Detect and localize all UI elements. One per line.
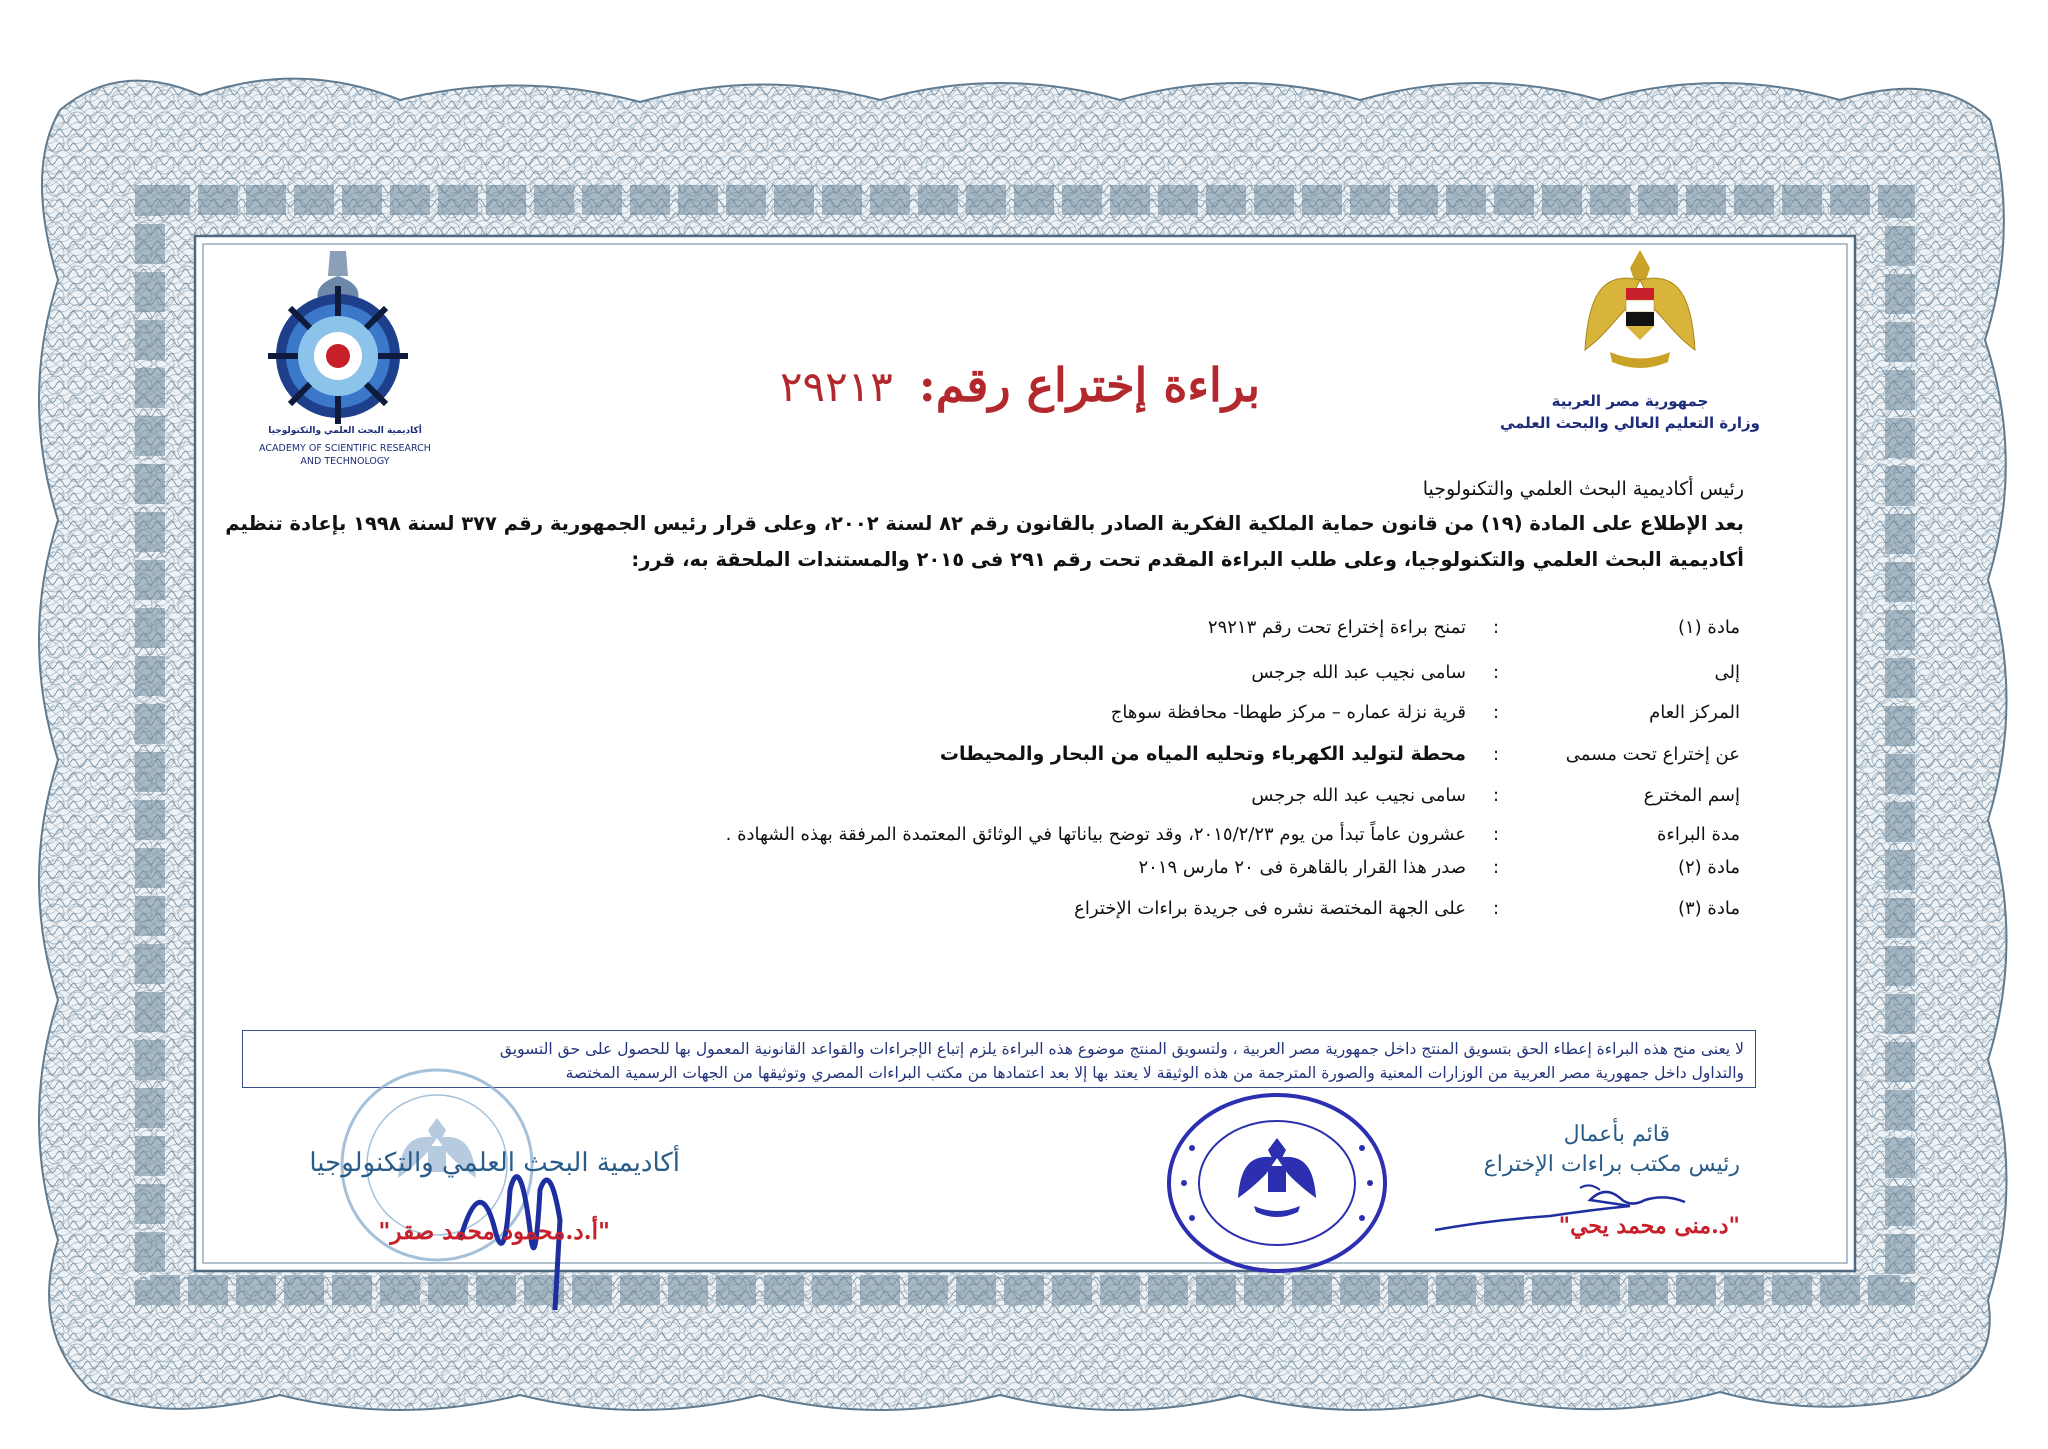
preamble-line-2: بعد الإطلاع على المادة (١٩) من قانون حماية الملكية الفكرية الصادر بالقانون رقم ٨٢ لسنة ٢٠٠٢، وعلى قرار رئيس الجمهورية رقم ٣٧٧ لسنة ١٩٩٨ بإعادة تنظيم — [225, 512, 1744, 535]
row-label: مدة البراءة — [1657, 824, 1740, 845]
disclaimer-line-2: والتداول داخل جمهورية مصر العربية من الوزارات المعنية والصورة المترجمة من هذه الوثيقة لا يعتد بها إلا بعد اعتمادها من مكتب البراءات المصري وتوثيقها من الجهات الرسمية المختصة — [565, 1064, 1744, 1082]
row-value: محطة لتوليد الكهرباء وتحليه المياه من البحار والمحيطات — [939, 743, 1466, 765]
row-colon: : — [1492, 898, 1500, 919]
row-label: مادة (١) — [1677, 617, 1740, 638]
signatory-right-name: "د.منى محمد يحي" — [1558, 1213, 1740, 1239]
academy-caption-english-2: AND TECHNOLOGY — [300, 456, 390, 466]
row-colon: : — [1492, 744, 1500, 765]
disclaimer-line-1: لا يعنى منح هذه البراءة إعطاء الحق بتسويق المنتج داخل جمهورية مصر العربية ، ولتسويق المنتج موضوع هذه البراءة يلزم إتباع الإجراءات والقواعد القانونية المعمول بها للحصول على حق التسويق — [499, 1040, 1744, 1058]
row-colon: : — [1492, 617, 1500, 638]
row-value: قرية نزلة عماره – مركز طهطا- محافظة سوهاج — [1110, 702, 1466, 723]
signatory-left-title: أكاديمية البحث العلمي والتكنولوجيا — [309, 1148, 680, 1178]
signatory-right-title-1: قائم بأعمال — [1563, 1122, 1670, 1147]
egypt-caption-republic: جمهورية مصر العربية — [1551, 392, 1709, 410]
row-value: تمنح براءة إختراع تحت رقم ٢٩٢١٣ — [1207, 617, 1466, 638]
academy-caption-arabic: أكاديمية البحث العلمي والتكنولوجيا — [268, 426, 422, 436]
row-label: مادة (٢) — [1677, 857, 1740, 878]
egypt-eagle-emblem-icon — [1580, 240, 1700, 390]
preamble-line-3: أكاديمية البحث العلمي والتكنولوجيا، وعلى طلب البراءة المقدم تحت رقم ٢٩١ فى ٢٠١٥ والمستندات الملحقة به، قرر: — [631, 548, 1744, 571]
academy-emblem-icon — [258, 246, 418, 426]
preamble-line-1: رئيس أكاديمية البحث العلمي والتكنولوجيا — [1422, 478, 1744, 500]
row-label: إسم المخترع — [1643, 785, 1740, 806]
patent-title — [760, 358, 1280, 412]
patent-number: ٢٩٢١٣ — [779, 362, 893, 411]
row-value: سامى نجيب عبد الله جرجس — [1251, 785, 1466, 806]
row-value: صدر هذا القرار بالقاهرة فى ٢٠ مارس ٢٠١٩ — [1138, 857, 1466, 878]
row-value: سامى نجيب عبد الله جرجس — [1251, 662, 1466, 683]
egypt-caption-ministry: وزارة التعليم العالي والبحث العلمي — [1499, 414, 1760, 432]
svg-text:أكاديمية البحث العلمي والتكنول — [1170, 1090, 1390, 1103]
row-colon: : — [1492, 824, 1500, 845]
academy-caption-english-1: ACADEMY OF SCIENTIFIC RESEARCH — [259, 443, 431, 454]
row-colon: : — [1492, 785, 1500, 806]
row-label: عن إختراع تحت مسمى — [1565, 744, 1740, 765]
signatory-right-title-2: رئيس مكتب براءات الإختراع — [1483, 1152, 1740, 1177]
row-colon: : — [1492, 702, 1500, 723]
row-colon: : — [1492, 662, 1500, 683]
row-value: على الجهة المختصة نشره فى جريدة براءات الإختراع — [1074, 898, 1466, 919]
row-label: مادة (٣) — [1677, 898, 1740, 919]
row-label: المركز العام — [1649, 702, 1740, 723]
patent-title-label: براءة إختراع رقم: — [918, 358, 1261, 412]
row-colon: : — [1492, 857, 1500, 878]
row-value: عشرون عاماً تبدأ من يوم ٢٠١٥/٢/٢٣، وقد توضح بياناتها في الوثائق المعتمدة المرفقة بهذه الشهادة . — [725, 824, 1466, 845]
signatory-left-name: "أ.د.محمود محمد صقر" — [378, 1218, 610, 1245]
row-label: إلى — [1714, 662, 1740, 683]
